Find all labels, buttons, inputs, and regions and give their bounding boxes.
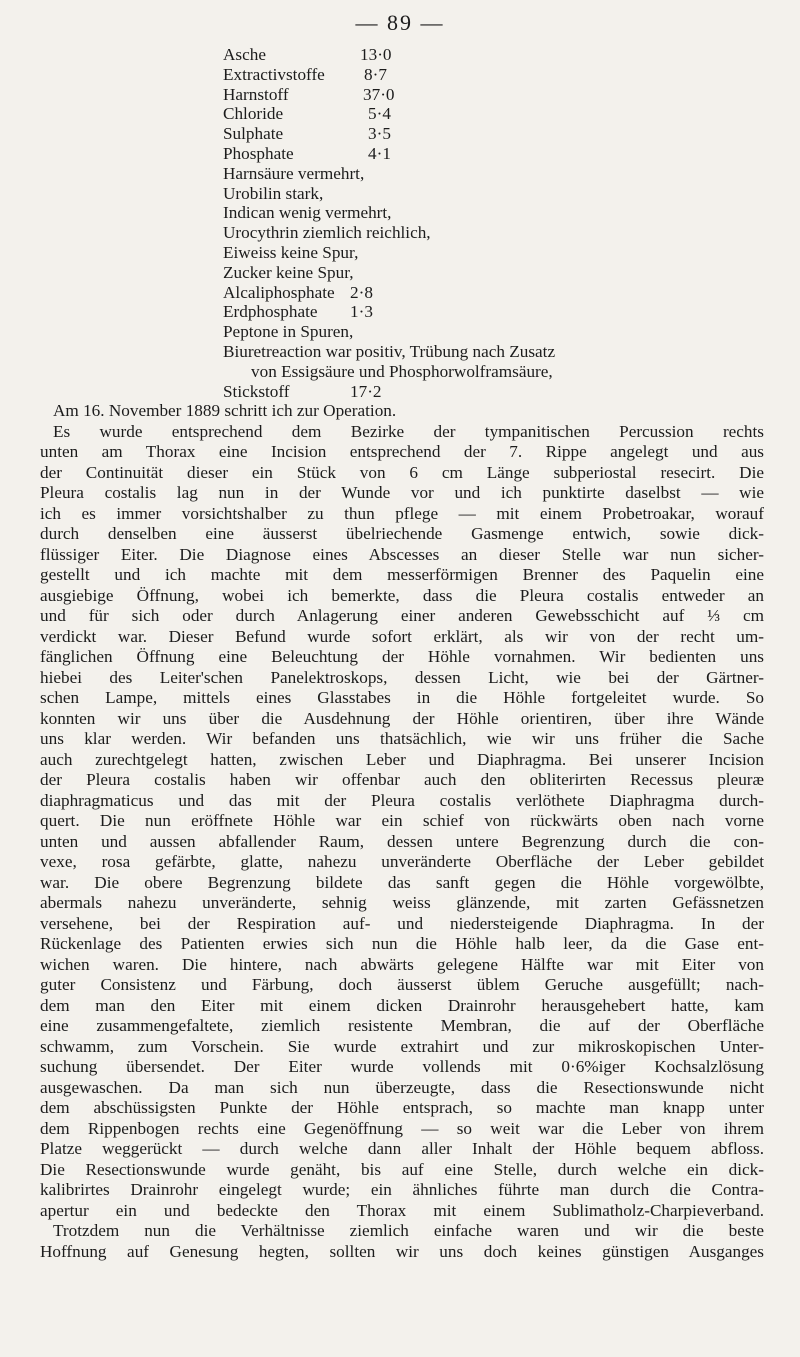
text-line: der Continuität dieser ein Stück von 6 cm Länge subperiostal resecirt. Die <box>40 462 764 482</box>
analysis-row <box>0 263 800 283</box>
page-number: — 89 — <box>355 10 445 35</box>
analysis-label: Harnsäure vermehrt, <box>223 163 365 183</box>
analysis-row <box>0 65 800 85</box>
analysis-row <box>0 203 800 223</box>
analysis-row <box>0 144 800 164</box>
analysis-label: Chloride <box>223 104 284 124</box>
body-text <box>40 401 764 1262</box>
analysis-label: Sulphate <box>223 124 284 144</box>
text-line: diaphragmaticus und das mit der Pleura costalis verlöthete Diaphragma durch- <box>40 790 764 810</box>
analysis-row <box>0 362 800 382</box>
analysis-label: Peptone in Spuren, <box>223 322 354 342</box>
text-line: quert. Die nun eröffnete Höhle war ein schief von rückwärts oben nach vorne <box>40 811 764 830</box>
analysis-label: Indican wenig vermehrt, <box>223 203 392 223</box>
text-line: wichen waren. Die hintere, nach abwärts gelegene Hälfte war mit Eiter von <box>40 954 764 974</box>
analysis-row <box>0 164 800 184</box>
analysis-value: 37·0 <box>363 84 395 104</box>
text-line: vexe, rosa gefärbte, glatte, nahezu unveränderte Oberfläche der Leber gebildet <box>40 852 764 871</box>
text-line: schen Lampe, mittels eines Glasstabes in die Höhle fortgeleitet wurde. So <box>40 688 764 707</box>
text-line: der Pleura costalis haben wir offenbar auch den obliterirten Recessus pleuræ <box>40 770 764 789</box>
text-line: fänglichen Öffnung eine Beleuchtung der Höhle vornahmen. Wir bedienten uns <box>40 647 764 666</box>
analysis-row <box>0 223 800 243</box>
analysis-row <box>0 342 800 362</box>
analysis-value: 8·7 <box>364 64 387 84</box>
text-line: guter Consistenz und Färbung, doch äusserst üblem Geruche ausgefüllt; nach- <box>40 975 764 994</box>
analysis-label: Harnstoff <box>223 84 289 104</box>
analysis-value: 3·5 <box>368 124 391 144</box>
text-line: suchung übersendet. Der Eiter wurde vollends mit 0·6%iger Kochsalzlösung <box>40 1057 764 1076</box>
analysis-label: Urobilin stark, <box>223 183 324 203</box>
analysis-row <box>0 382 800 402</box>
text-line: gestellt und ich machte mit dem messerförmigen Brenner des Paquelin eine <box>40 565 764 584</box>
analysis-label: Stickstoff <box>223 381 290 401</box>
analysis-row <box>0 302 800 322</box>
analysis-continuation: von Essigsäure und Phosphorwolframsäure, <box>251 361 553 381</box>
text-line: Die Resectionswunde wurde genäht, bis auf eine Stelle, durch welche ein dick- <box>40 1159 764 1179</box>
text-line: Rückenlage des Patienten erwies sich nun die Höhle halb leer, da die Gase ent- <box>40 934 764 953</box>
analysis-row <box>0 45 800 65</box>
text-line: Pleura costalis lag nun in der Wunde vor und ich punktirte daselbst — wie <box>40 483 764 502</box>
text-line: kalibrirtes Drainrohr eingelegt wurde; ein ähnliches führte man durch die Contra- <box>40 1180 764 1199</box>
analysis-row <box>0 85 800 105</box>
analysis-label: Alcaliphosphate <box>223 282 335 302</box>
text-line: Trotzdem nun die Verhältnisse ziemlich einfache waren und wir die beste <box>53 1221 764 1240</box>
urine-analysis-table <box>0 45 800 401</box>
text-line: verdickt war. Dieser Befund wurde sofort erklärt, als wir von der recht um- <box>40 626 764 646</box>
text-line: durch denselben eine äusserst übelriechende Gasmenge entwich, sowie dick- <box>40 524 764 543</box>
analysis-row <box>0 322 800 342</box>
text-line: schwamm, zum Vorschein. Sie wurde extrahirt und zur mikroskopischen Unter- <box>40 1036 764 1056</box>
text-line: eine zusammengefaltete, ziemlich resistente Membran, die auf der Oberfläche <box>40 1016 764 1035</box>
text-line: ausgiebige Öffnung, wobei ich bemerkte, dass die Pleura costalis entweder an <box>40 585 764 605</box>
text-line: auch zurechtgelegt hatten, zwischen Leber und Diaphragma. Bei unserer Incision <box>40 749 764 769</box>
text-line: unten und aussen abfallender Raum, dessen untere Begrenzung durch die con- <box>40 831 764 851</box>
text-line: Am 16. November 1889 schritt ich zur Operation. <box>53 401 397 420</box>
analysis-row <box>0 124 800 144</box>
text-line: versehene, bei der Respiration auf- und niedersteigende Diaphragma. In der <box>40 913 764 933</box>
text-line: flüssiger Eiter. Die Diagnose eines Abscesses an dieser Stelle war nun sicher- <box>40 544 764 564</box>
text-line: uns klar werden. Wir befanden uns thatsächlich, wie wir uns früher die Sache <box>40 729 764 748</box>
analysis-value: 4·1 <box>368 143 391 163</box>
text-line: ich es immer vorsichtshalber zu thun pflege — mit einem Probetroakar, worauf <box>40 503 764 523</box>
text-line: konnten wir uns über die Ausdehnung der Höhle orientiren, über ihre Wände <box>40 708 764 728</box>
analysis-value: 5·4 <box>368 104 391 124</box>
text-line: ausgewaschen. Da man sich nun überzeugte, dass die Resectionswunde nicht <box>40 1077 764 1097</box>
analysis-row <box>0 283 800 303</box>
text-line: abermals nahezu unveränderte, sehnig weiss glänzende, mit zarten Gefässnetzen <box>40 893 764 912</box>
text-line: Platze weggerückt — durch welche dann aller Inhalt der Höhle bequem abfloss. <box>40 1139 764 1158</box>
analysis-label: Asche <box>223 45 266 64</box>
analysis-label: Phosphate <box>223 143 294 163</box>
analysis-label: Erdphosphate <box>223 302 318 322</box>
analysis-label: Biuretreaction war positiv, Trübung nach Zusatz <box>223 341 556 361</box>
text-line: dem Rippenbogen rechts eine Gegenöffnung — so weit war die Leber von ihrem <box>40 1118 764 1138</box>
text-line: Es wurde entsprechend dem Bezirke der tympanitischen Percussion rechts <box>53 421 764 441</box>
analysis-value: 2·8 <box>350 282 373 302</box>
analysis-row <box>0 104 800 124</box>
text-line: hiebei des Leiter'schen Panelektroskops, dessen Licht, wie bei der Gärtner- <box>40 667 764 687</box>
text-line: dem man den Eiter mit einem dicken Drainrohr herausgehebert hatte, kam <box>40 995 764 1015</box>
text-line: Hoffnung auf Genesung hegten, sollten wir uns doch keines günstigen Ausganges <box>40 1241 764 1261</box>
analysis-label: Extractivstoffe <box>223 64 325 84</box>
analysis-label: Eiweiss keine Spur, <box>223 242 359 262</box>
analysis-label: Urocythrin ziemlich reichlich, <box>223 223 431 243</box>
text-line: dem abschüssigsten Punkte der Höhle entsprach, so machte man knapp unter <box>40 1098 764 1117</box>
text-line: unten am Thorax eine Incision entsprechend der 7. Rippe angelegt und aus <box>40 442 764 461</box>
analysis-row <box>0 243 800 263</box>
text-line: und für sich oder durch Anlagerung einer anderen Gewebsschicht auf ⅓ cm <box>40 606 764 625</box>
analysis-value: 13·0 <box>360 45 392 64</box>
analysis-value: 17·2 <box>350 381 382 401</box>
text-line: apertur ein und bedeckte den Thorax mit einem Sublimatholz-Charpieverband. <box>40 1200 764 1220</box>
analysis-value: 1·3 <box>350 302 373 322</box>
text-line: war. Die obere Begrenzung bildete das sanft gegen die Höhle vorgewölbte, <box>40 872 764 892</box>
analysis-row <box>0 184 800 204</box>
analysis-label: Zucker keine Spur, <box>223 262 354 282</box>
